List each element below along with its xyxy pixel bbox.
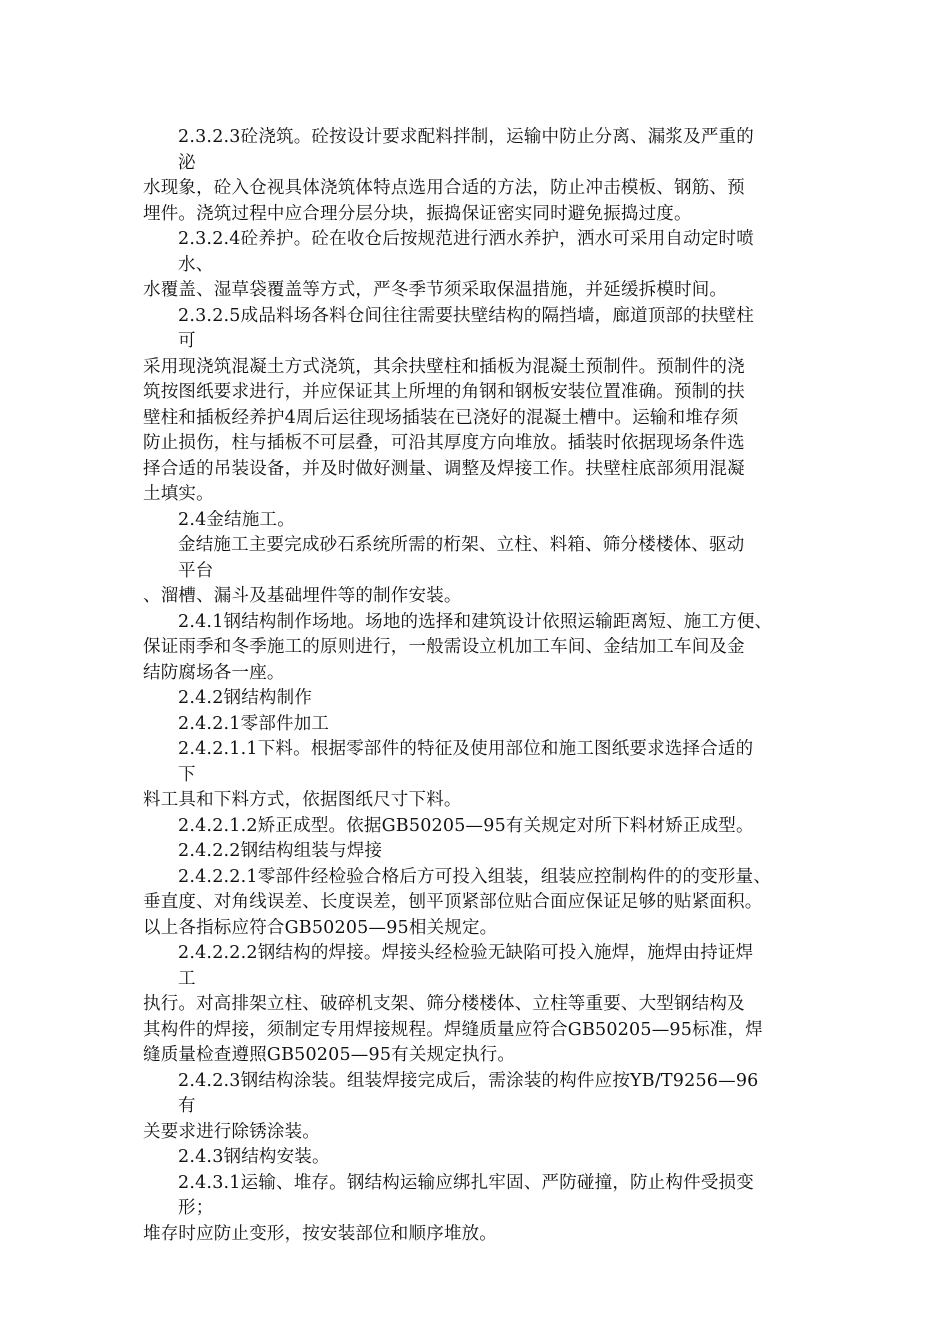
text-line: 水、 [178,254,214,275]
text-line: 金结施工主要完成砂石系统所需的桁架、立柱、料箱、筛分楼楼体、驱动 [178,535,745,555]
text-line: 形； [178,1198,214,1218]
text-line: 2.3.2.4砼养护。砼在收仓后按规范进行洒水养护，洒水可采用自动定时喷 [178,229,754,249]
text-line: 、溜槽、漏斗及基础埋件等的制作安装。 [143,586,462,606]
text-line: 2.3.2.3砼浇筑。砼按设计要求配料拌制，运输中防止分离、漏浆及严重的 [178,127,754,147]
text-line: 2.4.2.1.1下料。根据零部件的特征及使用部位和施工图纸要求选择合适的 [178,739,754,759]
text-line: 防止损伤，柱与插板不可层叠，可沿其厚度方向堆放。插装时依据现场条件选 [143,433,745,453]
text-line: 择合适的吊装设备，并及时做好测量、调整及焊接工作。扶壁柱底部须用混凝 [143,458,745,479]
text-line: 其构件的焊接，须制定专用焊接规程。焊缝质量应符合GB50205—95标准，焊 [143,1019,763,1040]
text-line: 2.4.2.2.1零部件经检验合格后方可投入组装，组装应控制构件的的变形量、 [178,866,772,887]
text-line: 2.4.2钢结构制作 [178,688,313,708]
text-line: 结防腐场各一座。 [143,662,285,683]
text-line: 2.4.2.2.2钢结构的焊接。焊接头经检验无缺陷可投入施焊，施焊由持证焊 [178,943,754,963]
text-line: 水现象，砼入仓视具体浇筑体特点选用合适的方法，防止冲击模板、钢筋、预 [143,178,745,198]
text-line: 泌 [178,152,196,173]
text-line: 2.4.2.1.2矫正成型。依据GB50205—95有关规定对所下料材矫正成型。 [178,815,754,836]
text-line: 执行。对高排架立柱、破碎机支架、筛分楼楼体、立柱等重要、大型钢结构及 [143,994,745,1014]
text-line: 2.4.2.2钢结构组装与焊接 [178,841,383,861]
text-line: 壁柱和插板经养护4周后运往现场插装在已浇好的混凝土槽中。运输和堆存须 [143,407,739,428]
text-line: 可 [178,331,196,351]
text-line: 缝质量检查遵照GB50205—95有关规定执行。 [143,1045,516,1065]
text-line: 工 [178,968,196,989]
text-line: 埋件。浇筑过程中应合理分层分块，振捣保证密实同时避免振捣过度。 [143,203,692,224]
text-line: 2.4.1钢结构制作场地。场地的选择和建筑设计依照运输距离短、施工方便、 [178,611,773,632]
text-line: 2.3.2.5成品料场各料仓间往往需要扶壁结构的隔挡墙，廊道顶部的扶壁柱 [178,305,754,326]
text-line: 堆存时应防止变形，按安装部位和顺序堆放。 [143,1223,497,1244]
text-line: 筑按图纸要求进行，并应保证其上所埋的角钢和钢板安装位置准确。预制的扶 [143,382,745,402]
text-line: 2.4.2.3钢结构涂装。组装焊接完成后，需涂装的构件应按YB/T9256—96 [178,1070,759,1091]
text-line: 料工具和下料方式，依据图纸尺寸下料。 [143,790,462,810]
text-line: 水覆盖、湿草袋覆盖等方式，严冬季节须采取保温措施，并延缓拆模时间。 [143,280,728,300]
text-line: 保证雨季和冬季施工的原则进行，一般需设立机加工车间、金结加工车间及金 [143,637,745,657]
text-line: 2.4.3.1运输、堆存。钢结构运输应绑扎牢固、严防碰撞，防止构件受损变 [178,1172,754,1193]
document-body [143,125,815,1247]
text-line: 采用现浇筑混凝土方式浇筑，其余扶壁柱和插板为混凝土预制件。预制件的浇 [143,356,745,377]
text-line: 有 [178,1096,196,1116]
text-line: 平台 [178,560,214,581]
text-line: 2.4.2.1零部件加工 [178,713,330,734]
text-line: 垂直度、对角线误差、长度误差，刨平顶紧部位贴合面应保证足够的贴紧面积。 [143,892,763,912]
text-line: 2.4.3钢结构安装。 [178,1147,330,1167]
text-line: 以上各指标应符合GB50205—95相关规定。 [143,917,498,938]
text-line: 关要求进行除锈涂装。 [143,1121,320,1142]
text-line: 2.4金结施工。 [178,509,295,530]
text-line: 下 [178,764,196,785]
text-line: 土填实。 [143,484,214,504]
